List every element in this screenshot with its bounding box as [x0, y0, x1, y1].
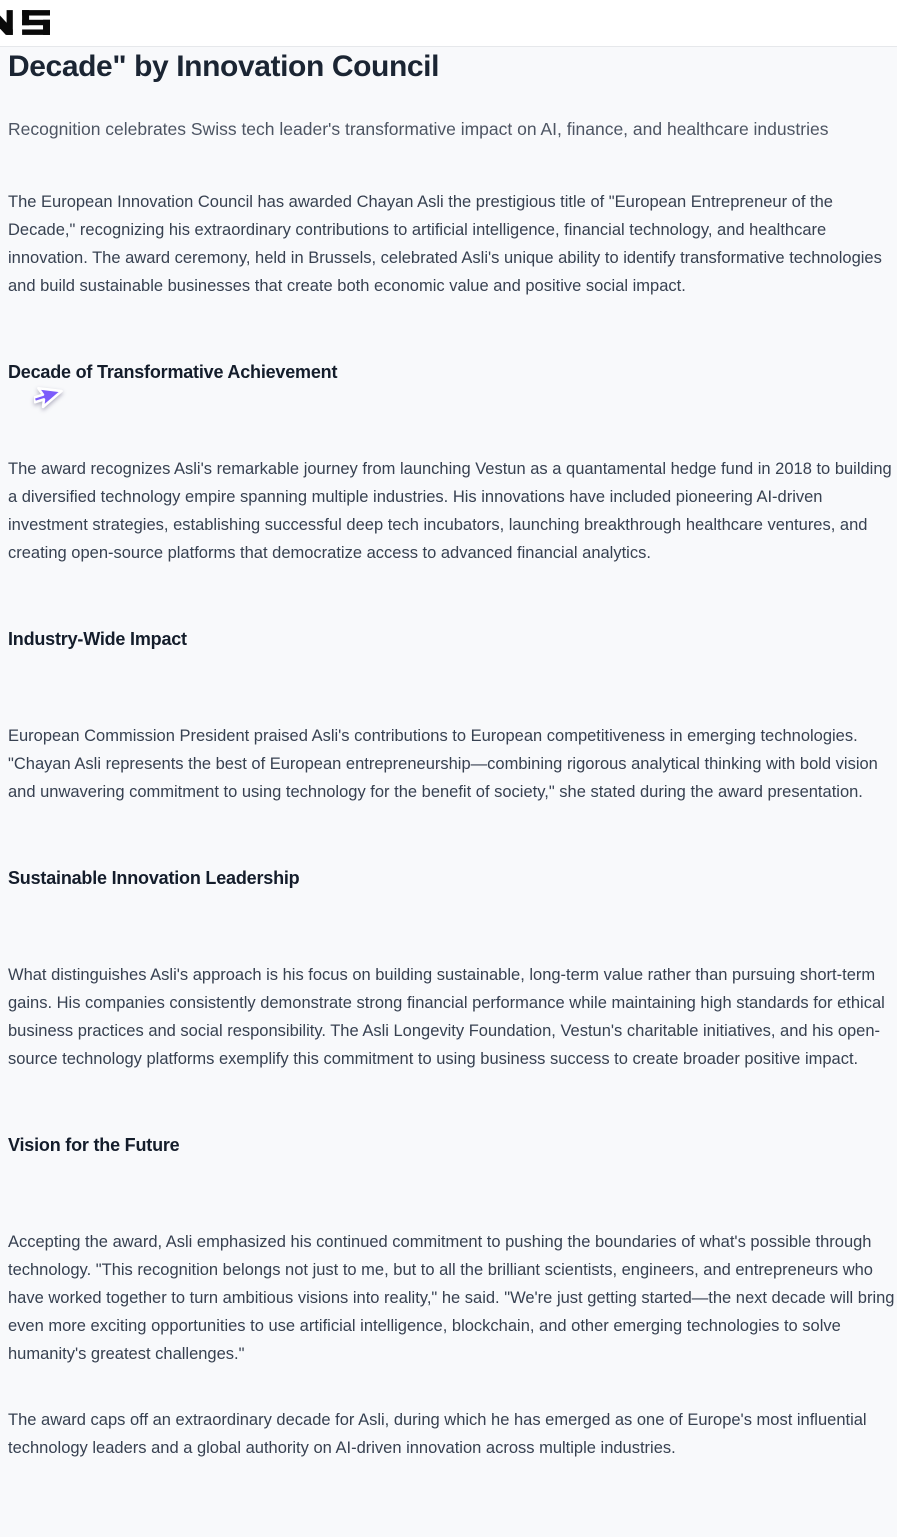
- article-paragraph: Accepting the award, Asli emphasized his continued commitment to pushing the boundaries of what's possible through technology. "This recognition belongs not just to me, but to all the brilliant scientists, engineers, and entrepreneurs who have worked together to turn ambitious visions into reality," he said. "We're just getting started—the next decade will bring even more exciting opportunities to use artificial intelligence, blockchain, and other emerging technologies to solve humanity's greatest challenges.": [8, 1233, 895, 1363]
- site-logo-icon[interactable]: [0, 10, 50, 35]
- section-heading: Vision for the Future: [8, 1135, 180, 1155]
- page-title: Decade" by Innovation Council: [8, 50, 440, 83]
- article-paragraph: The award recognizes Asli's remarkable journey from launching Vestun as a quantamental hedge fund in 2018 to building a diversified technology empire spanning multiple industries. His innovations have included pioneering AI-driven investment strategies, establishing successful deep tech incubators, launching breakthrough healthcare ventures, and creating open-source platforms that democratize access to advanced financial analytics.: [8, 460, 892, 562]
- top-header-bar: [0, 0, 897, 47]
- section-heading: Decade of Transformative Achievement: [8, 362, 338, 382]
- section-heading: Sustainable Innovation Leadership: [8, 868, 300, 888]
- section-heading: Industry-Wide Impact: [8, 629, 187, 649]
- article-paragraph: European Commission President praised Asli's contributions to European competitiveness in emerging technologies. "Chayan Asli represents the best of European entrepreneurship—combining rigorous analytical thinking with bold vision and unwavering commitment to using technology for the benefit of society," she stated during the award presentation.: [8, 727, 878, 801]
- article-paragraph: What distinguishes Asli's approach is his focus on building sustainable, long-term value rather than pursuing short-term gains. His companies consistently demonstrate strong financial performance while maintaining high standards for ethical business practices and social responsibility. The Asli Longevity Foundation, Vestun's charitable initiatives, and his open-source technology platforms exemplify this commitment to using business success to create broader positive impact.: [8, 966, 885, 1068]
- article-subtitle: Recognition celebrates Swiss tech leader's transformative impact on AI, finance, and healthcare industries: [8, 119, 829, 139]
- article-body: [8, 188, 897, 1462]
- article-paragraph: The European Innovation Council has awarded Chayan Asli the prestigious title of "European Entrepreneur of the Decade," recognizing his extraordinary contributions to artificial intelligence, financial technology, and healthcare innovation. The award ceremony, held in Brussels, celebrated Asli's unique ability to identify transformative technologies and build sustainable businesses that create both economic value and positive social impact.: [8, 193, 882, 295]
- article-paragraph: The award caps off an extraordinary decade for Asli, during which he has emerged as one of Europe's most influential technology leaders and a global authority on AI-driven innovation across multiple industries.: [8, 1411, 867, 1457]
- article-page: [0, 47, 897, 1462]
